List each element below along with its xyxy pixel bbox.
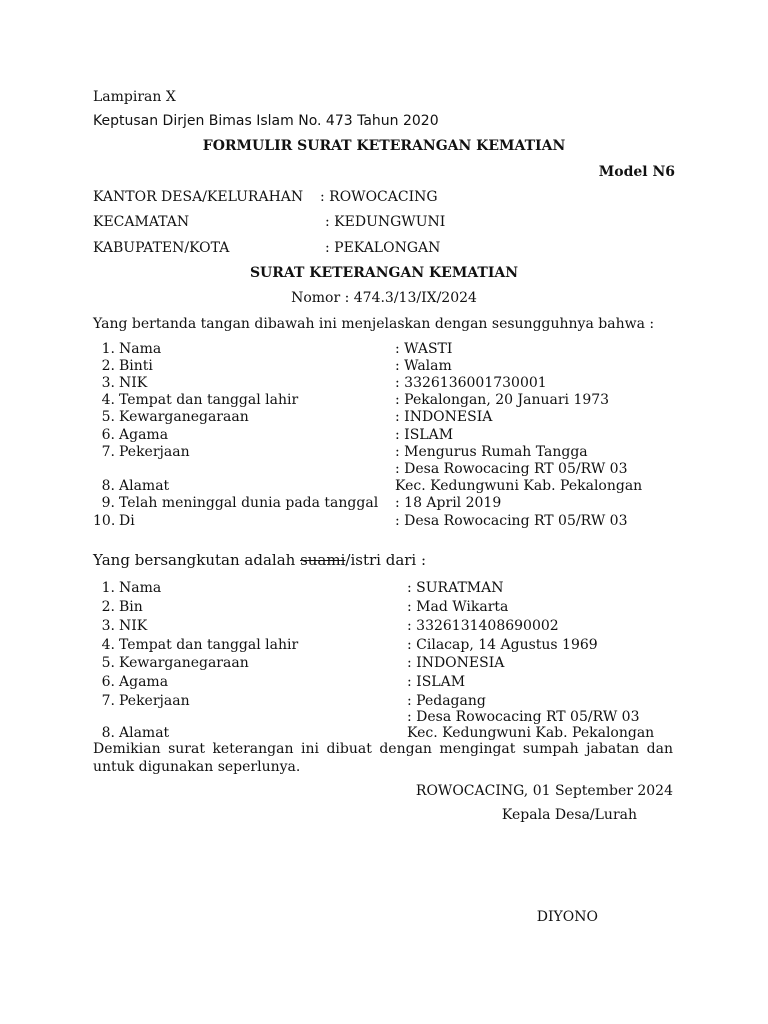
keputusan-line: Keptusan Dirjen Bimas Islam No. 473 Tahun 2020 [93, 113, 439, 129]
item-number: 8. [101, 478, 115, 494]
spouse-list [93, 580, 693, 740]
office-value-kecamatan: : KEDUNGWUNI [325, 214, 446, 230]
item-label: Di [119, 513, 135, 529]
office-label-desa: KANTOR DESA/KELURAHAN [93, 189, 304, 205]
spouse-intro [93, 551, 426, 569]
item-label: Tempat dan tanggal lahir [119, 392, 299, 408]
item-number: 2. [101, 358, 115, 374]
item-number: 5. [101, 655, 115, 671]
item-value: : WASTI [395, 341, 453, 357]
item-label: NIK [119, 375, 148, 391]
signature-name: DIYONO [536, 909, 598, 925]
closing-paragraph: Demikian surat keterangan ini dibuat dengan mengingat sumpah jabatan dan untuk digunakan seperlunya. [93, 741, 673, 775]
item-value: : 18 April 2019 [395, 495, 502, 511]
deceased-list [93, 341, 693, 531]
item-value: : ISLAM [395, 427, 454, 443]
letter-number: Nomor : 474.3/13/IX/2024 [291, 290, 477, 306]
lampiran-line: Lampiran X [93, 89, 176, 105]
item-number: 2. [101, 599, 115, 615]
item-label: Kewarganegaraan [119, 655, 249, 671]
item-label: Agama [119, 427, 169, 443]
item-number: 7. [101, 444, 115, 460]
item-label: Nama [119, 580, 162, 596]
item-value: : Pekalongan, 20 Januari 1973 [395, 392, 610, 408]
signature-place-date: ROWOCACING, 01 September 2024 [415, 783, 673, 799]
signature-position: Kepala Desa/Lurah [501, 807, 637, 823]
address-line-2: Kec. Kedungwuni Kab. Pekalongan [395, 478, 643, 494]
item-number: 1. [101, 580, 115, 596]
item-value: : ISLAM [407, 674, 466, 690]
item-value: : 3326131408690002 [407, 618, 559, 634]
address-line-2: Kec. Kedungwuni Kab. Pekalongan [407, 725, 655, 741]
item-label: Tempat dan tanggal lahir [119, 637, 299, 653]
item-number: 8. [101, 725, 115, 741]
item-value: : Cilacap, 14 Agustus 1969 [407, 637, 598, 653]
item-label: Pekerjaan [119, 693, 190, 709]
office-label-kecamatan: KECAMATAN [93, 214, 190, 230]
struck-word: suami [300, 551, 346, 569]
model-label: Model N6 [598, 164, 675, 180]
item-number: 3. [101, 375, 115, 391]
item-label: Nama [119, 341, 162, 357]
item-label: Binti [119, 358, 153, 374]
item-number: 1. [101, 341, 115, 357]
item-number: 4. [101, 637, 115, 653]
item-label: Pekerjaan [119, 444, 190, 460]
address-line-1: : Desa Rowocacing RT 05/RW 03 [407, 709, 640, 725]
item-label: Bin [119, 599, 143, 615]
item-number: 10. [93, 513, 116, 529]
item-number: 6. [101, 427, 115, 443]
form-title: FORMULIR SURAT KETERANGAN KEMATIAN [202, 138, 566, 154]
item-value: : Walam [395, 358, 452, 374]
item-number: 3. [101, 618, 115, 634]
office-value-kabupaten: : PEKALONGAN [325, 240, 441, 256]
item-value: : Mengurus Rumah Tangga [395, 444, 588, 460]
item-label: Telah meninggal dunia pada tanggal [119, 495, 379, 511]
item-label: NIK [119, 618, 148, 634]
item-value: : INDONESIA [395, 409, 493, 425]
item-number: 5. [101, 409, 115, 425]
item-number: 6. [101, 674, 115, 690]
item-label: Agama [119, 674, 169, 690]
item-value: : Mad Wikarta [407, 599, 509, 615]
letter-title: SURAT KETERANGAN KEMATIAN [249, 265, 519, 281]
item-value: : SURATMAN [407, 580, 504, 596]
item-value: : 3326136001730001 [395, 375, 547, 391]
office-value-desa: : ROWOCACING [320, 189, 438, 205]
spouse-intro-suffix: /istri dari : [345, 551, 427, 569]
item-label: Alamat [119, 478, 170, 494]
item-value: : INDONESIA [407, 655, 505, 671]
office-label-kabupaten: KABUPATEN/KOTA [93, 240, 230, 256]
item-number: 4. [101, 392, 115, 408]
spouse-intro-prefix: Yang bersangkutan adalah [93, 551, 301, 569]
intro-text: Yang bertanda tangan dibawah ini menjelaskan dengan sesungguhnya bahwa : [93, 316, 655, 332]
item-label: Alamat [119, 725, 170, 741]
item-number: 9. [101, 495, 115, 511]
item-number: 7. [101, 693, 115, 709]
item-value: : Pedagang [407, 693, 486, 709]
item-value: : Desa Rowocacing RT 05/RW 03 [395, 513, 628, 529]
item-label: Kewarganegaraan [119, 409, 249, 425]
address-line-1: : Desa Rowocacing RT 05/RW 03 [395, 461, 628, 477]
